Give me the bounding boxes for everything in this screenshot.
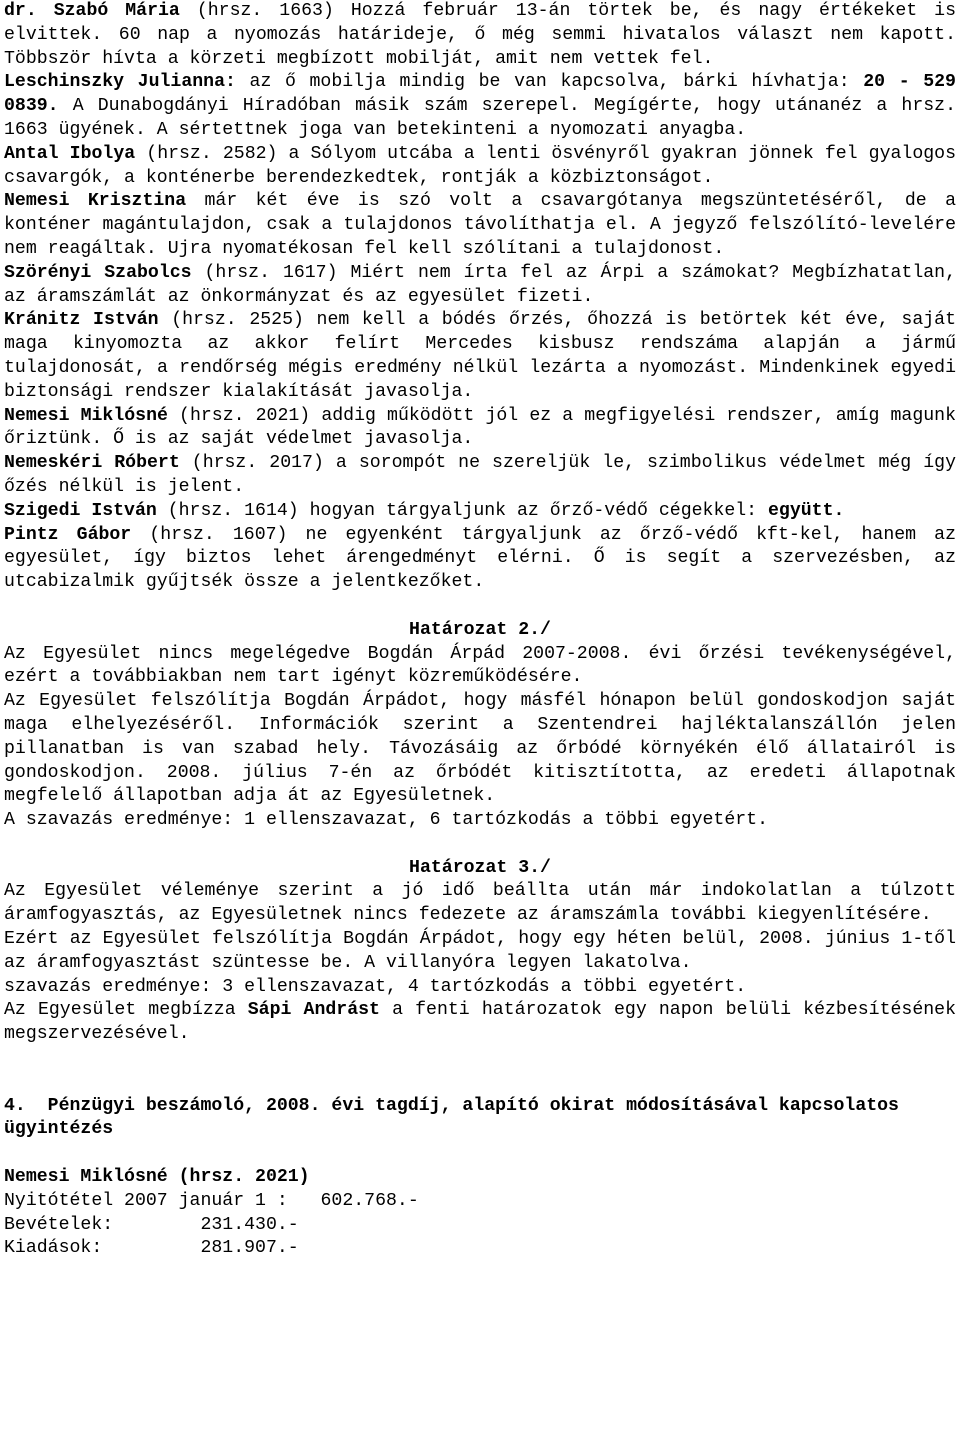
paragraph-text: (hrsz. 2017) a sorompót ne szereljük le, szimbolikus védelmet még így őzés nélkül is jelent.	[4, 453, 956, 497]
paragraph-text: (hrsz. 1614) hogyan tárgyaljunk az őrző-védő cégekkel:	[156, 500, 769, 521]
financial-value: 231.430.-	[200, 1214, 299, 1235]
paragraph-pintz	[4, 524, 956, 595]
paragraph-leschinszky	[4, 71, 956, 142]
paragraph-text: az ő mobilja mindig be van kapcsolva, bárki hívhatja:	[235, 72, 864, 93]
paragraph-text: A Dunabogdányi Híradóban másik szám szerepel. Megígérte, hogy utánanéz a hrsz. 1663 ügyének. A sértettnek joga van betekinteni a nyomozati anyagba.	[4, 96, 956, 140]
financial-row	[4, 1237, 956, 1261]
spacer	[4, 595, 956, 619]
resolution-2-heading: Határozat 2./	[409, 619, 551, 640]
paragraph-text: (hrsz. 2582) a Sólyom utcába a lenti ösvényről gyakran jönnek fel gyalogos csavargók, a konténerbe berendezkedtek, rontják a közbiztonságot.	[4, 143, 956, 188]
speaker-name: Pintz Gábor	[4, 524, 132, 545]
section-4-heading: 4. Pénzügyi beszámoló, 2008. évi tagdíj, alapító okirat módosításával kapcsolatos ügyintézés	[4, 1095, 910, 1140]
speaker-name: Antal Ibolya	[4, 143, 136, 164]
paragraph-text: (hrsz. 2021) addig működött jól ez a megfigyelési rendszer, amíg magunk őriztünk. Ő is az saját védelmet javasolja.	[4, 405, 956, 450]
financial-label: Kiadások:	[4, 1238, 201, 1259]
paragraph-text: (hrsz. 1663) Hozzá február 13-án törtek be, és nagy értékeket is elvittek. 60 nap a nyomozás határideje, ő még semmi hivatalos választ nem kapott. Többször hívta a körzeti megbízott mobilját, amit nem vettek fel.	[4, 1, 957, 69]
resolution-3-heading: Határozat 3./	[409, 857, 551, 878]
paragraph-kranitz	[4, 309, 956, 404]
emphasis-text: együtt.	[768, 500, 845, 521]
speaker-name: Nemesi Miklósné	[4, 405, 168, 426]
financial-label: Bevételek:	[4, 1214, 201, 1235]
spacer	[4, 1047, 956, 1095]
document-page	[4, 0, 956, 1261]
paragraph-szigedi	[4, 500, 956, 524]
paragraph-text: a fenti határozatok egy napon belüli kézbesítésének megszervezésével.	[4, 1000, 956, 1045]
paragraph-text: (hrsz. 1617) Miért nem írta fel az Árpi a számokat? Megbízhatatlan, az áramszámlát az önkormányzat és az egyesület fizeti.	[4, 262, 957, 307]
spacer	[4, 1142, 956, 1166]
speaker-name: Leschinszky Julianna:	[4, 72, 236, 93]
financial-value: 602.768.-	[320, 1190, 419, 1211]
paragraph-text: már két éve is szó volt a csavargótanya megszüntetéséről, de a konténer magántulajdon, csak a tulajdonos távolíthatja el. A jegyző felszólító-levelére nem reagáltak. Ujra nyomatékosan fel kell szólítani a tulajdonost.	[4, 191, 956, 259]
speaker-name: Szigedi István	[4, 500, 157, 521]
paragraph-antal	[4, 143, 956, 191]
paragraph-text: (hrsz. 2525) nem kell a bódés őrzés, őhozzá is betörtek két éve, saját maga kinyomozta az akkor felírt Mercedes kisbusz rendszáma alapján a jármű tulajdonosát, a rendőrség mégis eredmény nélkül lezárta a nyomozást. Mindenkinek egyedi biztonsági rendszer kialakítását javasolja.	[4, 310, 956, 402]
paragraph-text: (hrsz. 1607) ne egyenként tárgyaljunk az őrző-védő kft-kel, hanem az egyesület, így biztos lehet árengedményt elérni. Ő is segít a szervezésben, az utcabizalmik gyűjtsék össze a jelentkezőket.	[4, 524, 956, 593]
paragraph-nemesi-krisztina	[4, 190, 956, 261]
paragraph-nemeskeri	[4, 452, 956, 500]
financial-label: Nyitótétel 2007 január 1 :	[4, 1190, 321, 1211]
financial-row	[4, 1214, 956, 1238]
resolution-3-text: Ezért az Egyesület felszólítja Bogdán Árpádot, hogy egy héten belül, 2008. június 1-től az áramfogyasztást szüntesse be. A villanyóra legyen lakatolva.	[4, 929, 956, 973]
speaker-name: Nemesi Krisztina	[4, 191, 187, 212]
paragraph-nemesi-miklosne	[4, 405, 956, 453]
delegate-name: Sápi Andrást	[247, 1000, 380, 1021]
resolution-3-delegation	[4, 999, 956, 1047]
paragraph-szabo	[4, 0, 956, 71]
financial-table	[4, 1190, 956, 1261]
phone-number: 20 - 529 0839.	[4, 72, 956, 117]
financial-row	[4, 1190, 956, 1214]
financial-value: 281.907.-	[200, 1238, 299, 1259]
resolution-3-vote: szavazás eredménye: 3 ellenszavazat, 4 tartózkodás a többi egyetért.	[4, 976, 747, 997]
speaker-name: dr. Szabó Mária	[4, 1, 180, 21]
paragraph-szorenyi	[4, 262, 956, 310]
financial-report-author: Nemesi Miklósné (hrsz. 2021)	[4, 1167, 310, 1188]
speaker-name: Szörényi Szabolcs	[4, 262, 192, 283]
paragraph-text: Az Egyesület megbízza	[4, 1000, 248, 1021]
speaker-name: Nemeskéri Róbert	[4, 453, 180, 474]
spacer	[4, 833, 956, 857]
resolution-2-vote: A szavazás eredménye: 1 ellenszavazat, 6 tartózkodás a többi egyetért.	[4, 810, 768, 831]
resolution-2-text: Az Egyesület nincs megelégedve Bogdán Árpád 2007-2008. évi őrzési tevékenységével, ezért a továbbiakban nem tart igényt közreműködésére.	[4, 643, 956, 688]
speaker-name: Kránitz István	[4, 310, 159, 331]
resolution-2-text: Az Egyesület felszólítja Bogdán Árpádot, hogy másfél hónapon belül gondoskodjon saját maga elhelyezéséről. Információk szerint a Szentendrei hajléktalanszállón jelen pillanatban is van szabad hely. Távozásáig az őrbódé környékén élő állatairól is gondoskodjon. 2008. július 7-én az őrbódét kitisztította, az eredeti állapotnak megfelelő állapotban adja át az Egyesületnek.	[4, 691, 956, 807]
resolution-3-text: Az Egyesület véleménye szerint a jó idő beállta után már indokolatlan a túlzott áramfogyasztás, az Egyesületnek nincs fedezete az áramszámla további kiegyenlítésére.	[4, 881, 956, 926]
